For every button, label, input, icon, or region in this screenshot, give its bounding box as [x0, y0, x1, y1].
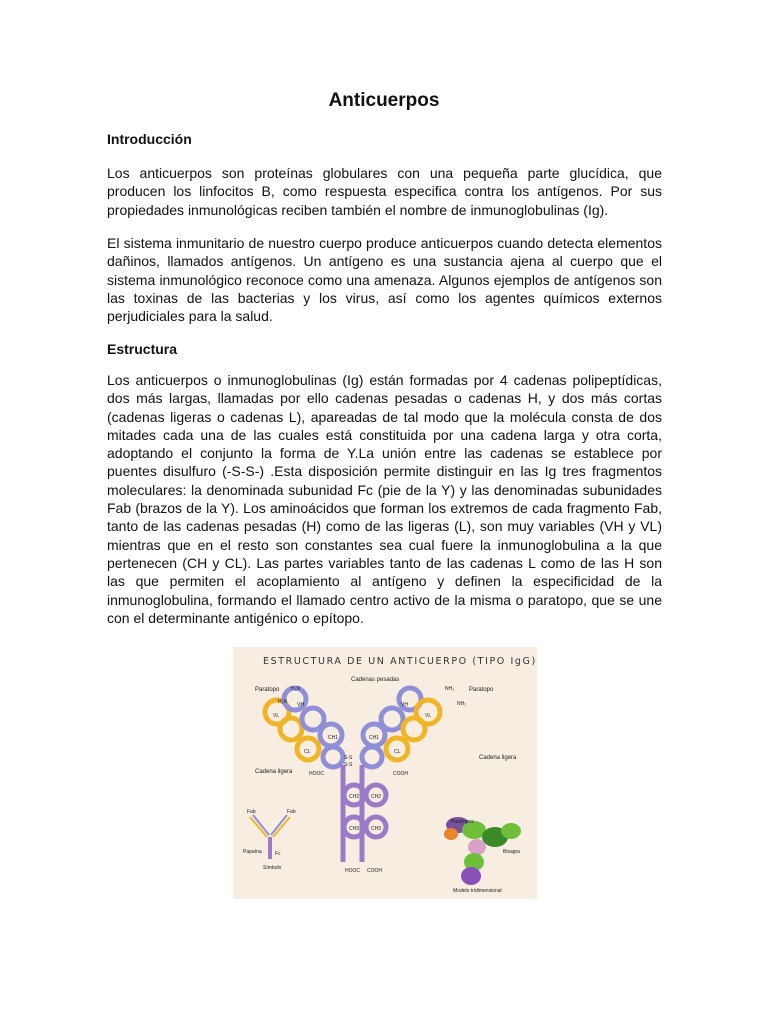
label-vl-right: VL [425, 713, 432, 719]
label-paratopo-left: Paratopo [255, 687, 280, 693]
label-fab-right: Fab [287, 809, 296, 815]
label-paratopos: Paratopos [451, 819, 474, 825]
structure-paragraph: Los anticuerpos o inmunoglobulinas (Ig) están formadas por 4 cadenas polipeptídicas, dos más largas, llamadas por ello cadenas pesadas o cadenas H, y dos más cortas (cadenas ligeras o cadenas L), apareadas de tal modo que la molécula consta de dos mitades cada una de las cuales está constituida por una cadena larga y otra corta, adoptando el conjunto la forma de Y.La unión entre las cadenas se establece por puentes disulfuro (-S-S-) .Esta disposición permite distinguir en las Ig tres fragmentos moleculares: la denominada subunidad Fc (pie de la Y) y las denominadas subunidades Fab (brazos de la Y). Los aminoácidos que forman los extremos de cada fragmento Fab, tanto de las cadenas pesadas (H) como de las ligeras (L), son muy variables (VH y VL) mientras que en el resto son constantes sea cual fuere la inmunoglobulina a la que pertenecen (CH y CL). Las partes variables tanto de las cadenas L como de las H son las que permiten el acoplamiento al antígeno y definen la especificidad de la inmunoglobulina, formando el llamado centro activo de la misma o paratopo, que se une con el determinante antigénico o epítopo. [107, 372, 662, 626]
page-title: Anticuerpos [328, 90, 440, 111]
label-vl-left: VL [273, 713, 280, 719]
label-cooh-bottom: COOH [367, 868, 382, 874]
right-heavy-chain [362, 688, 421, 767]
label-simbolo: Símbolo [263, 865, 282, 871]
label-bisagra: Bisagra [503, 849, 520, 855]
label-ch1-right: CH1 [369, 735, 380, 741]
figure-title: ESTRUCTURA DE UN ANTICUERPO (TIPO IgG) [263, 656, 537, 667]
label-nh2-a: NH₂ [445, 686, 455, 692]
label-cooh-top: COOH [393, 771, 408, 777]
left-heavy-chain [284, 688, 343, 767]
label-ch2-right: CH2 [371, 794, 382, 800]
label-paratopo-right: Paratopo [469, 687, 494, 693]
label-modelo: Modelo tridimensional [453, 888, 502, 894]
label-nh2-b: NH₂ [457, 701, 467, 707]
section-heading-estructura: Estructura [107, 341, 178, 357]
intro-paragraph-2: El sistema inmunitario de nuestro cuerpo produce anticuerpos cuando detecta elementos dañinos, llamados antígenos. Un antígeno es una sustancia ajena al cuerpo que el sistema inmunológico reconoce como una amenaza. Algunos ejemplos de antígenos son las toxinas de las bacterias y los virus, así como los agentes químicos externos perjudiciales para la salud. [107, 235, 662, 325]
intro-paragraph-1: Los anticuerpos son proteínas globulares con una pequeña parte glucídica, que producen los linfocitos B, como respuesta especifica contra los antígenos. Por sus propiedades inmunológicas reciben también el nombre de inmunoglobulinas (Ig). [107, 165, 662, 218]
label-papaina: Papaína [243, 849, 262, 855]
label-ss-hinge-1: S-S [344, 755, 353, 761]
label-ss-hinge-2: S-S [344, 762, 353, 768]
antibody-structure-figure [233, 647, 537, 899]
label-hooc-top: HOOC [309, 771, 324, 777]
label-cadena-ligera-right: Cadena ligera [479, 755, 517, 761]
label-cl-right: CL [394, 749, 401, 755]
label-cadena-ligera-left: Cadena ligera [255, 769, 293, 775]
label-h2n-b: H₂N [278, 699, 288, 705]
label-vh-left: VH [297, 702, 304, 708]
label-ch2-left: CH2 [349, 794, 360, 800]
label-vh-right: VH [401, 702, 408, 708]
label-fc: Fc [275, 851, 281, 857]
antibody-diagram [233, 647, 537, 899]
label-cl-left: CL [304, 749, 311, 755]
label-fab-left: Fab [247, 809, 256, 815]
label-h2n-a: H₂N [291, 686, 301, 692]
label-ch1-left: CH1 [328, 735, 339, 741]
label-ch3-right: CH3 [371, 826, 382, 832]
label-cadenas-pesadas: Cadenas pesadas [351, 677, 400, 683]
fc-stem [343, 765, 386, 862]
label-ch3-left: CH3 [349, 826, 360, 832]
section-heading-introduccion: Introducción [107, 131, 192, 147]
label-hooc-bottom: HOOC [345, 868, 360, 874]
